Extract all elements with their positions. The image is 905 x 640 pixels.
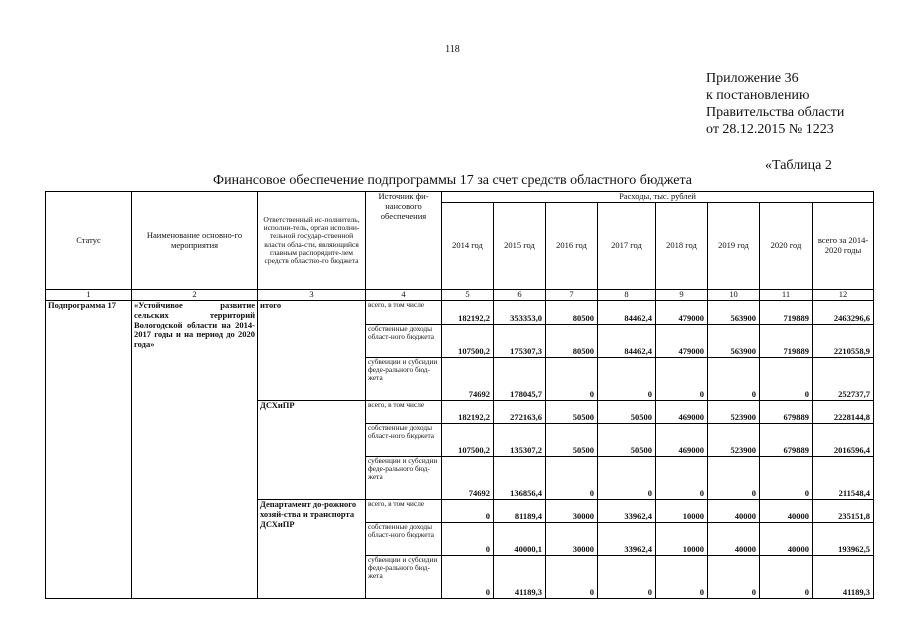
value-cell: 353353,0 (494, 301, 546, 325)
source-cell: собственные доходы област-ного бюджета (366, 523, 442, 556)
appendix-block (706, 70, 844, 138)
header-year: 2014 год (442, 203, 494, 290)
value-cell: 0 (708, 457, 760, 500)
value-cell: 0 (708, 556, 760, 599)
value-cell: 30000 (546, 523, 598, 556)
value-cell: 479000 (656, 301, 708, 325)
appendix-line: к постановлению (706, 88, 810, 103)
header-year: 2018 год (656, 203, 708, 290)
column-number: 6 (494, 290, 546, 301)
value-cell: 81189,4 (494, 500, 546, 523)
value-cell: 563900 (708, 301, 760, 325)
value-cell: 50500 (546, 401, 598, 424)
column-number: 3 (258, 290, 366, 301)
executor-cell: Департамент до-рожного хозяй-ства и транспорта ДСХиПР (258, 500, 366, 599)
header-year: 2015 год (494, 203, 546, 290)
value-cell: 84462,4 (598, 301, 656, 325)
source-cell: всего, в том числе (366, 301, 442, 325)
header-year-total: всего за 2014-2020 годы (813, 203, 874, 290)
value-cell: 523900 (708, 401, 760, 424)
value-cell: 33962,4 (598, 523, 656, 556)
column-number: 1 (46, 290, 132, 301)
source-cell: собственные доходы област-ного бюджета (366, 325, 442, 358)
source-cell: субвенции и субсидии феде-рального бюд-жета (366, 358, 442, 401)
source-cell: всего, в том числе (366, 500, 442, 523)
table-row (46, 301, 874, 325)
value-cell: 0 (760, 556, 813, 599)
status-cell: Подпрограмма 17 (46, 301, 132, 599)
financing-table (45, 191, 874, 599)
header-year: 2016 год (546, 203, 598, 290)
value-cell: 74692 (442, 457, 494, 500)
value-cell: 30000 (546, 500, 598, 523)
value-cell: 135307,2 (494, 424, 546, 457)
value-cell: 0 (546, 358, 598, 401)
value-cell: 40000,1 (494, 523, 546, 556)
column-number: 7 (546, 290, 598, 301)
value-cell: 80500 (546, 301, 598, 325)
value-cell: 10000 (656, 523, 708, 556)
source-cell: субвенции и субсидии феде-рального бюд-жета (366, 556, 442, 599)
value-cell-total: 2228144,8 (813, 401, 874, 424)
header-activity-name: Наименование основно-го мероприятия (132, 192, 258, 290)
value-cell: 0 (598, 358, 656, 401)
value-cell: 679889 (760, 424, 813, 457)
value-cell-total: 2463296,6 (813, 301, 874, 325)
value-cell: 479000 (656, 325, 708, 358)
value-cell: 84462,4 (598, 325, 656, 358)
value-cell-total: 2016596,4 (813, 424, 874, 457)
column-number: 10 (708, 290, 760, 301)
value-cell-total: 41189,3 (813, 556, 874, 599)
value-cell: 136856,4 (494, 457, 546, 500)
value-cell: 41189,3 (494, 556, 546, 599)
value-cell-total: 252737,7 (813, 358, 874, 401)
executor-cell: итого (258, 301, 366, 401)
value-cell: 0 (442, 556, 494, 599)
column-number: 8 (598, 290, 656, 301)
value-cell: 0 (656, 358, 708, 401)
header-year: 2020 год (760, 203, 813, 290)
appendix-line: от 28.12.2015 № 1223 (706, 122, 834, 137)
appendix-line: Правительства области (706, 105, 845, 120)
column-number: 12 (813, 290, 874, 301)
value-cell: 182192,2 (442, 301, 494, 325)
value-cell: 0 (656, 457, 708, 500)
value-cell: 175307,3 (494, 325, 546, 358)
value-cell: 719889 (760, 325, 813, 358)
value-cell: 50500 (598, 424, 656, 457)
value-cell: 719889 (760, 301, 813, 325)
column-number: 5 (442, 290, 494, 301)
value-cell: 178045,7 (494, 358, 546, 401)
value-cell: 0 (760, 358, 813, 401)
header-year: 2017 год (598, 203, 656, 290)
value-cell: 0 (442, 500, 494, 523)
value-cell: 469000 (656, 424, 708, 457)
column-number: 4 (366, 290, 442, 301)
value-cell: 40000 (760, 523, 813, 556)
activity-name-cell: «Устойчивое развитие сельских территорий Вологодской области на 2014-2017 годы и на период до 2020 года» (132, 301, 258, 599)
value-cell: 0 (656, 556, 708, 599)
value-cell-total: 235151,8 (813, 500, 874, 523)
source-cell: собственные доходы област-ного бюджета (366, 424, 442, 457)
value-cell: 10000 (656, 500, 708, 523)
value-cell: 40000 (708, 500, 760, 523)
appendix-line: Приложение 36 (706, 71, 799, 86)
value-cell: 272163,6 (494, 401, 546, 424)
value-cell: 33962,4 (598, 500, 656, 523)
value-cell-total: 211548,4 (813, 457, 874, 500)
value-cell: 107500,2 (442, 424, 494, 457)
value-cell-total: 193962,5 (813, 523, 874, 556)
header-executor: Ответственный ис-полнитель, исполни-тель, орган исполни-тельной государ-ственной власти обла-сти, являющийся главным распорядите-лем средств областно-го бюджета (258, 192, 366, 290)
value-cell: 0 (546, 457, 598, 500)
executor-cell: ДСХиПР (258, 401, 366, 500)
value-cell: 50500 (546, 424, 598, 457)
value-cell: 40000 (760, 500, 813, 523)
value-cell: 107500,2 (442, 325, 494, 358)
value-cell: 523900 (708, 424, 760, 457)
table-label: «Таблица 2 (765, 158, 832, 173)
value-cell: 182192,2 (442, 401, 494, 424)
value-cell: 40000 (708, 523, 760, 556)
value-cell: 0 (546, 556, 598, 599)
value-cell: 0 (598, 457, 656, 500)
value-cell: 469000 (656, 401, 708, 424)
value-cell: 80500 (546, 325, 598, 358)
column-number: 11 (760, 290, 813, 301)
header-source: Источник фи-нансового обеспечения (366, 192, 442, 290)
value-cell-total: 2210558,9 (813, 325, 874, 358)
value-cell: 0 (708, 358, 760, 401)
value-cell: 679889 (760, 401, 813, 424)
value-cell: 74692 (442, 358, 494, 401)
column-number: 9 (656, 290, 708, 301)
value-cell: 563900 (708, 325, 760, 358)
column-number: 2 (132, 290, 258, 301)
source-cell: субвенции и субсидии феде-рального бюд-жета (366, 457, 442, 500)
page-number: 118 (445, 44, 460, 55)
header-year: 2019 год (708, 203, 760, 290)
source-cell: всего, в том числе (366, 401, 442, 424)
header-expenses: Расходы, тыс. рублей (442, 192, 874, 203)
value-cell: 0 (598, 556, 656, 599)
document-title: Финансовое обеспечение подпрограммы 17 за счет средств областного бюджета (213, 173, 692, 188)
header-status: Статус (46, 192, 132, 290)
value-cell: 0 (760, 457, 813, 500)
value-cell: 0 (442, 523, 494, 556)
value-cell: 50500 (598, 401, 656, 424)
